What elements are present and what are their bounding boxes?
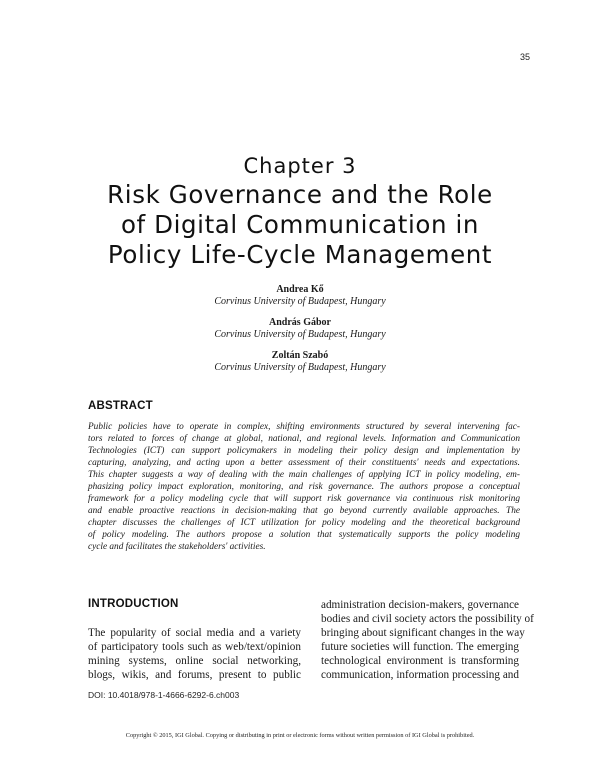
- abstract-line: and enable proactive reactions in decision-making that go beyond currently available approaches. The: [88, 506, 520, 516]
- author-block: [0, 317, 600, 341]
- author-name: András Gábor: [269, 317, 331, 328]
- abstract-line: phasizing policy impact exploration, monitoring, and risk governance. The authors propose a conceptual: [88, 482, 520, 492]
- abstract-line: chapter discusses the challenges of ICT utilization for policy modeling and the theoretical background: [88, 518, 520, 528]
- copyright-notice: Copyright © 2015, IGI Global. Copying or distributing in print or electronic forms without written permission of IGI Global is prohibited.: [125, 732, 475, 739]
- author-affiliation: Corvinus University of Budapest, Hungary: [214, 362, 386, 373]
- chapter-title: [40, 180, 560, 270]
- author-affiliation: Corvinus University of Budapest, Hungary: [214, 329, 386, 340]
- author-name: Zoltán Szabó: [271, 350, 329, 361]
- body-line: bringing about significant changes in the way: [321, 627, 525, 639]
- body-line: administration decision-makers, governance: [321, 599, 519, 611]
- author-block: [0, 284, 600, 308]
- body-line: bodies and civil society actors the possibility of: [321, 613, 534, 625]
- title-line: Risk Governance and the Role: [107, 180, 493, 209]
- abstract-heading: ABSTRACT: [88, 400, 153, 412]
- doi-line: DOI: 10.4018/978-1-4666-6292-6.ch003: [88, 690, 240, 700]
- page-number: 35: [519, 52, 530, 62]
- intro-left-column: [88, 626, 301, 682]
- title-line: Policy Life-Cycle Management: [107, 240, 493, 269]
- intro-right-column: [321, 598, 534, 682]
- abstract-line: capturing, analyzing, and acting upon a better assessment of their constituents' needs and expectations.: [88, 458, 520, 468]
- author-block: [0, 350, 600, 374]
- body-line: mining systems, online social networking,: [88, 655, 301, 667]
- body-line: of participatory tools such as web/text/opinion: [88, 641, 301, 653]
- abstract-line: Public policies have to operate in complex, shifting environments structured by several intervening fac-: [88, 422, 520, 432]
- abstract-line: This chapter suggests a way of dealing with the main challenges of applying ICT in policy modeling, em-: [88, 470, 520, 480]
- body-line: technological environment is transforming: [321, 655, 519, 667]
- body-line: blogs, wikis, and forums, present to public: [88, 669, 301, 681]
- title-line: of Digital Communication in: [120, 210, 480, 239]
- abstract-line: Technologies (ICT) can support policymakers in modeling their policy design and implementation by: [88, 446, 520, 456]
- introduction-heading: INTRODUCTION: [88, 598, 179, 610]
- author-affiliation: Corvinus University of Budapest, Hungary: [214, 296, 386, 307]
- chapter-label: Chapter 3: [243, 154, 357, 178]
- abstract-line: tors related to forces of change at global, national, and regional levels. Information and Communication: [88, 434, 520, 444]
- body-line: future societies will function. The emerging: [321, 641, 519, 653]
- abstract-line: of policy modeling. The authors propose a solution that systematically supports the policy modeling: [88, 530, 520, 540]
- abstract-line: cycle and facilitates the stakeholders' activities.: [88, 542, 266, 552]
- author-list: [0, 284, 600, 383]
- abstract-body: [88, 421, 520, 553]
- author-name: Andrea Kő: [276, 284, 324, 295]
- abstract-line: framework for a policy modeling cycle that will support risk governance via continuous risk monitoring: [88, 494, 520, 504]
- body-line: communication, information processing and: [321, 669, 519, 681]
- body-line: The popularity of social media and a variety: [88, 627, 301, 639]
